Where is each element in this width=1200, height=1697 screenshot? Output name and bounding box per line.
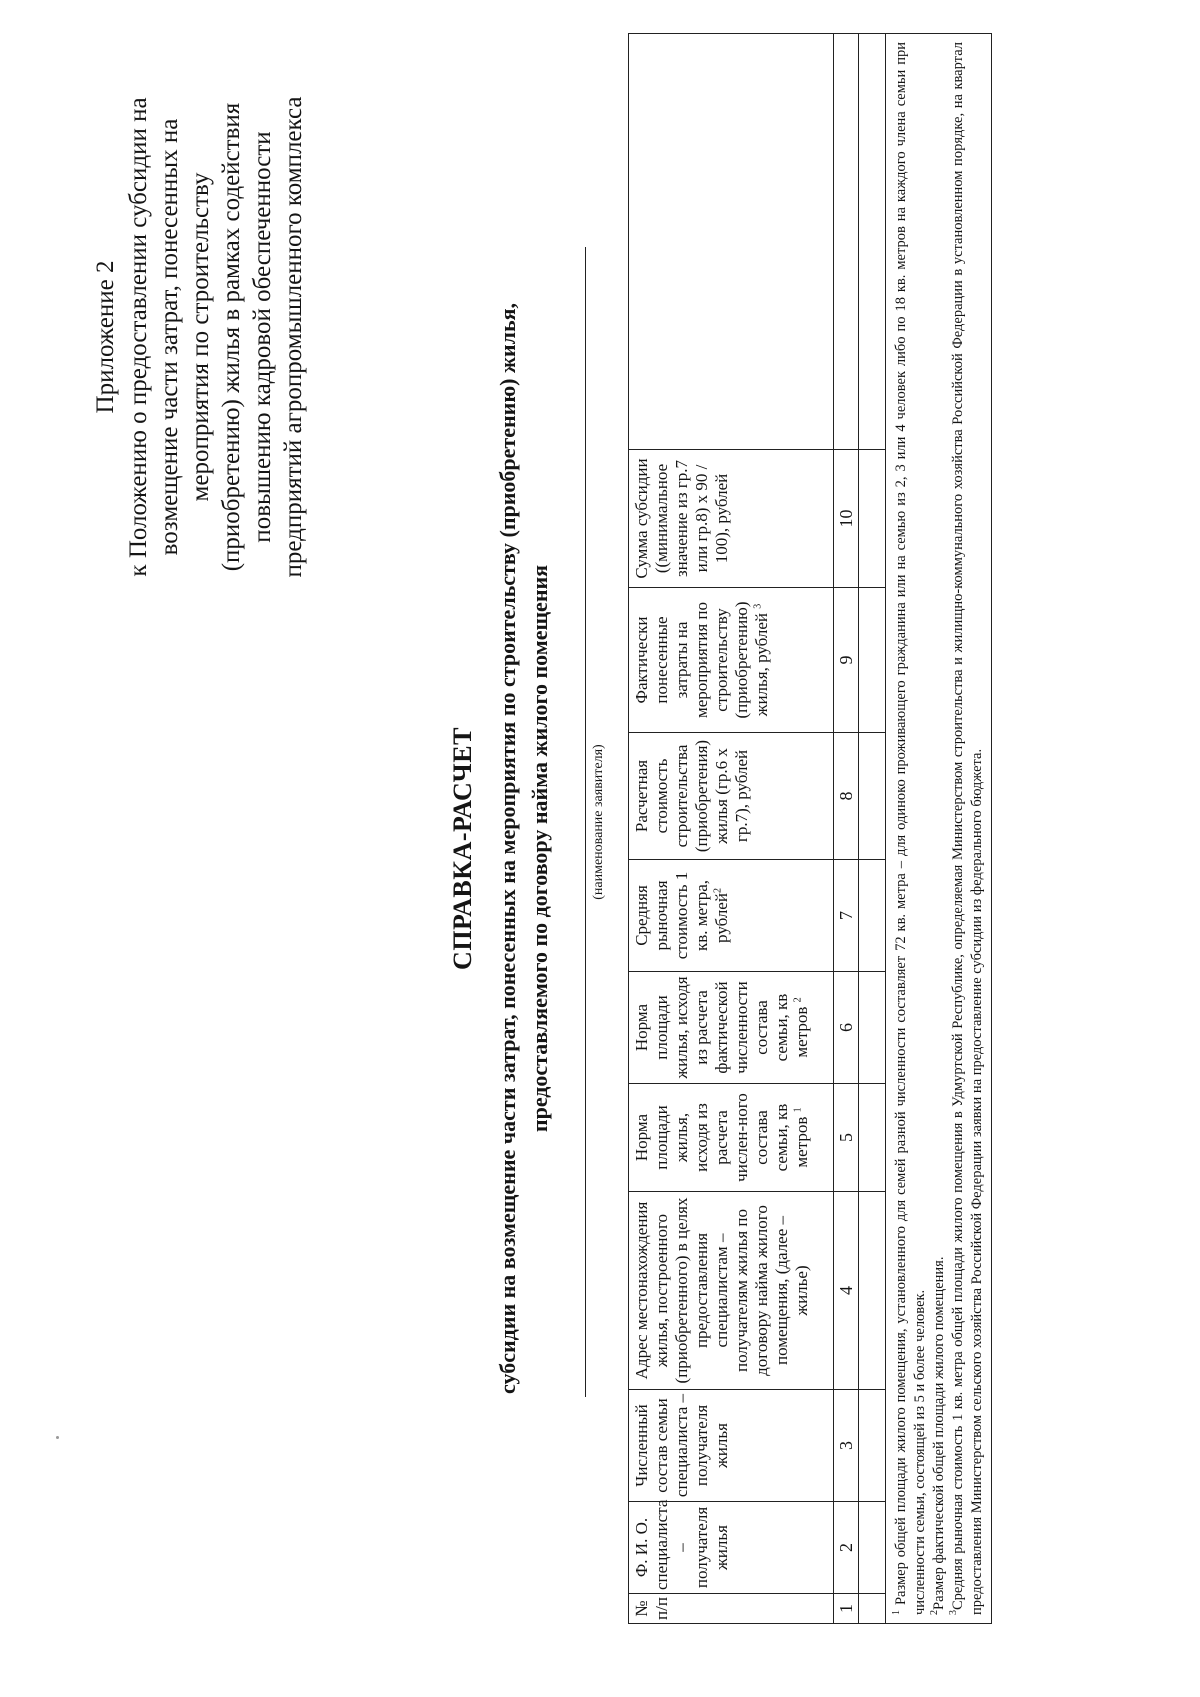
appendix-line: мероприятия по строительству	[187, 172, 214, 502]
appendix-line: к Положению о предоставлении субсидии на	[125, 97, 152, 577]
header-cell-fio: Ф. И. О. специалиста – получателя жилья	[629, 1502, 834, 1594]
empty-cell	[859, 1502, 886, 1594]
header-cell-blank	[629, 34, 834, 450]
footnote-1: $^1$ Размер общей площади жилого помещения, установленного для семей разной численности составляет 72 кв. метра – для одиноко проживающего гражданина или на семью из 2, 3 или 4 человек либо по 18 кв. метров на каждого члена семьи при численности семьи, состоящей из 5 и более человек.	[891, 41, 928, 1615]
column-numbers-row	[834, 34, 859, 1624]
appendix-title: Приложение 2	[92, 260, 119, 414]
header-cell-number: № п/п	[629, 1594, 834, 1624]
column-number: 6	[834, 972, 859, 1084]
table-header-row	[629, 34, 834, 1624]
header-cell-family-size: Численный состав семьи специалиста – получателя жилья	[629, 1390, 834, 1502]
empty-cell	[859, 1192, 886, 1390]
applicant-caption: (наименование заявителя)	[591, 744, 606, 900]
header-cell-address: Адрес местонахождения жилья, построенного (приобретенного) в целях предоставления специалистам – получателям жилья по договору найма жилого помещения, (далее – жилье)	[629, 1192, 834, 1390]
empty-cell	[859, 860, 886, 972]
column-number: 2	[834, 1502, 859, 1594]
column-number: 7	[834, 860, 859, 972]
empty-cell	[859, 450, 886, 588]
column-number-blank	[834, 34, 859, 450]
empty-cell	[859, 1390, 886, 1502]
column-number: 3	[834, 1390, 859, 1502]
empty-cell	[859, 588, 886, 733]
empty-cell	[859, 1084, 886, 1192]
document-subtitle	[492, 0, 556, 1697]
column-number: 4	[834, 1192, 859, 1390]
header-cell-estimated-cost: Расчетная стоимость строительства (приобретения) жилья (гр.6 х гр.7), рублей	[629, 733, 834, 860]
empty-cell	[859, 34, 886, 450]
column-number: 10	[834, 450, 859, 588]
footnotes	[886, 34, 992, 1624]
appendix-line: повышению кадровой обеспеченности	[249, 131, 276, 543]
footnote-2: $^2$Размер фактической общей площади жилого помещения.	[929, 1256, 947, 1615]
applicant-name-line	[585, 247, 586, 1397]
header-cell-area-actual: Норма площади жилья, исходя из расчета фактической численности состава семьи, кв метров $^2$	[629, 972, 834, 1084]
appendix-header	[90, 77, 309, 597]
document-title: СПРАВКА-РАСЧЕТ	[448, 727, 477, 970]
empty-data-row	[859, 34, 886, 1624]
header-cell-actual-costs: Фактически понесенные затраты на мероприятия по строительству (приобретению) жилья, рублей $^3$	[629, 588, 834, 733]
column-number: 8	[834, 733, 859, 860]
calculation-table	[628, 33, 992, 1624]
subtitle-line-1: субсидии на возмещение части затрат, понесенных на мероприятия по строительству (приобретению) жилья,	[495, 303, 520, 1394]
header-cell-market-price: Средняя рыночная стоимость 1 кв. метра, рублей$^2$	[629, 860, 834, 972]
footnotes-row	[886, 34, 992, 1624]
header-cell-subsidy-sum: Сумма субсидии ((минимальное значение из гр.7 или гр.8) х 90 / 100), рублей	[629, 450, 834, 588]
column-number: 5	[834, 1084, 859, 1192]
subtitle-line-2: предоставляемого по договору найма жилого помещения	[527, 564, 552, 1133]
empty-cell	[859, 972, 886, 1084]
scan-speck	[56, 1436, 59, 1439]
column-number: 9	[834, 588, 859, 733]
appendix-line: (приобретению) жилья в рамках содействия	[218, 102, 245, 572]
appendix-line: возмещение части затрат, понесенных на	[156, 118, 183, 556]
header-cell-area-norm: Норма площади жилья, исходя из расчета числен-ного состава семьи, кв метров $^1$	[629, 1084, 834, 1192]
empty-cell	[859, 1594, 886, 1624]
column-number: 1	[834, 1594, 859, 1624]
empty-cell	[859, 733, 886, 860]
appendix-line: предприятий агропромышленного комплекса	[280, 96, 307, 578]
footnote-3: $^3$Средняя рыночная стоимость 1 кв. метра общей площади жилого помещения в Удмуртской Республике, определяемая Министерством строительства и жилищно-коммунального хозяйства Российской Федерации в установленном порядке, на квартал предоставления Министерством сельского хозяйства Российской Федерации заявки на предоставление субсидии из федерального бюджета.	[948, 42, 985, 1615]
